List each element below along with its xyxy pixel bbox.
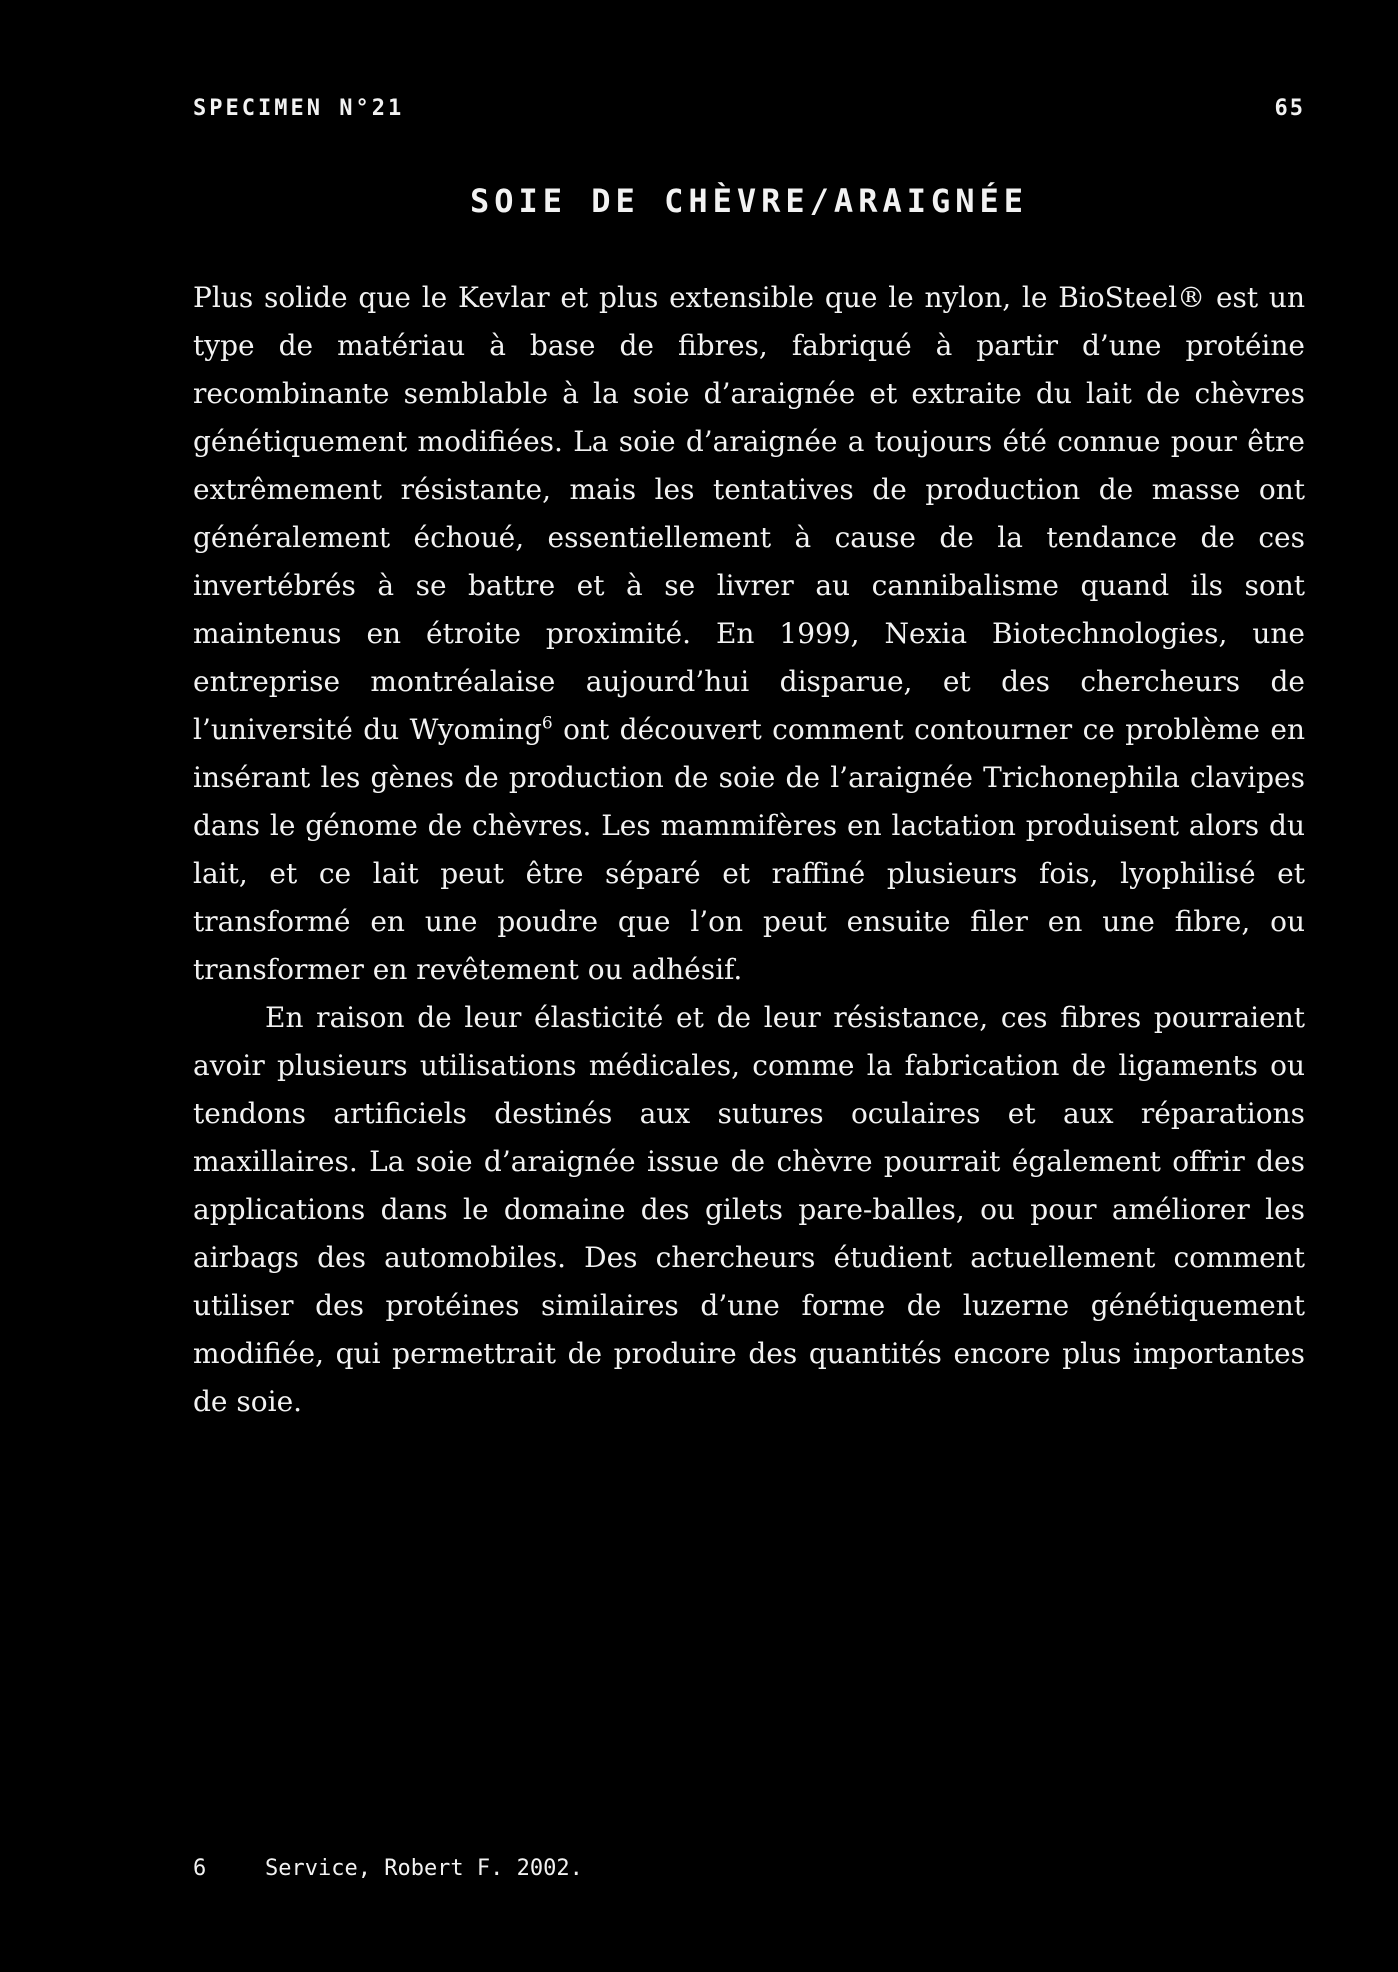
document-page	[193, 0, 1305, 1972]
footnote-text: Service, Robert F. 2002.	[265, 1856, 583, 1881]
paragraph-1	[193, 274, 1305, 994]
paragraph-1-part-2: ont découvert comment contourner ce problème en insérant les gènes de production de soie de l’araignée Trichonephila clavipes dans le génome de chèvres. Les mammifères en lactation produisent alors du lait, et ce lait peut être séparé et raffiné plusieurs fois, lyophilisé et transformé en une poudre que l’on peut ensuite filer en une fibre, ou transformer en revêtement ou adhésif.	[193, 713, 1306, 986]
specimen-label: SPECIMEN N°21	[193, 96, 405, 121]
article-body	[193, 274, 1305, 1426]
footnote-number: 6	[193, 1856, 207, 1881]
footnote	[193, 1856, 583, 1881]
page-number: 65	[1274, 96, 1305, 121]
paragraph-1-part-1: Plus solide que le Kevlar et plus extensible que le nylon, le BioSteel® est un type de matériau à base de fibres, fabriqué à partir d’une protéine recombinante semblable à la soie d’araignée et extraite du lait de chèvres génétiquement modifiées. La soie d’araignée a toujours été connue pour être extrêmement résistante, mais les tentatives de production de masse ont généralement échoué, essentiellement à cause de la tendance de ces invertébrés à se battre et à se livrer au cannibalisme quand ils sont maintenus en étroite proximité. En 1999, Nexia Biotechnologies, une entreprise montréalaise aujourd’hui disparue, et des chercheurs de l’université du Wyoming	[193, 281, 1305, 746]
page-title: SOIE DE CHÈVRE/ARAIGNÉE	[469, 182, 1029, 220]
footnote-reference: 6	[541, 713, 553, 734]
paragraph-2: En raison de leur élasticité et de leur résistance, ces fibres pourraient avoir plusieurs utilisations médicales, comme la fabrication de ligaments ou tendons artificiels destinés aux sutures oculaires et aux réparations maxillaires. La soie d’araignée issue de chèvre pourrait également offrir des applications dans le domaine des gilets pare-balles, ou pour améliorer les airbags des automobiles. Des chercheurs étudient actuellement comment utiliser des protéines similaires d’une forme de luzerne génétiquement modifiée, qui permettrait de produire des quantités encore plus importantes de soie.	[193, 1001, 1305, 1418]
running-head	[193, 96, 1305, 126]
